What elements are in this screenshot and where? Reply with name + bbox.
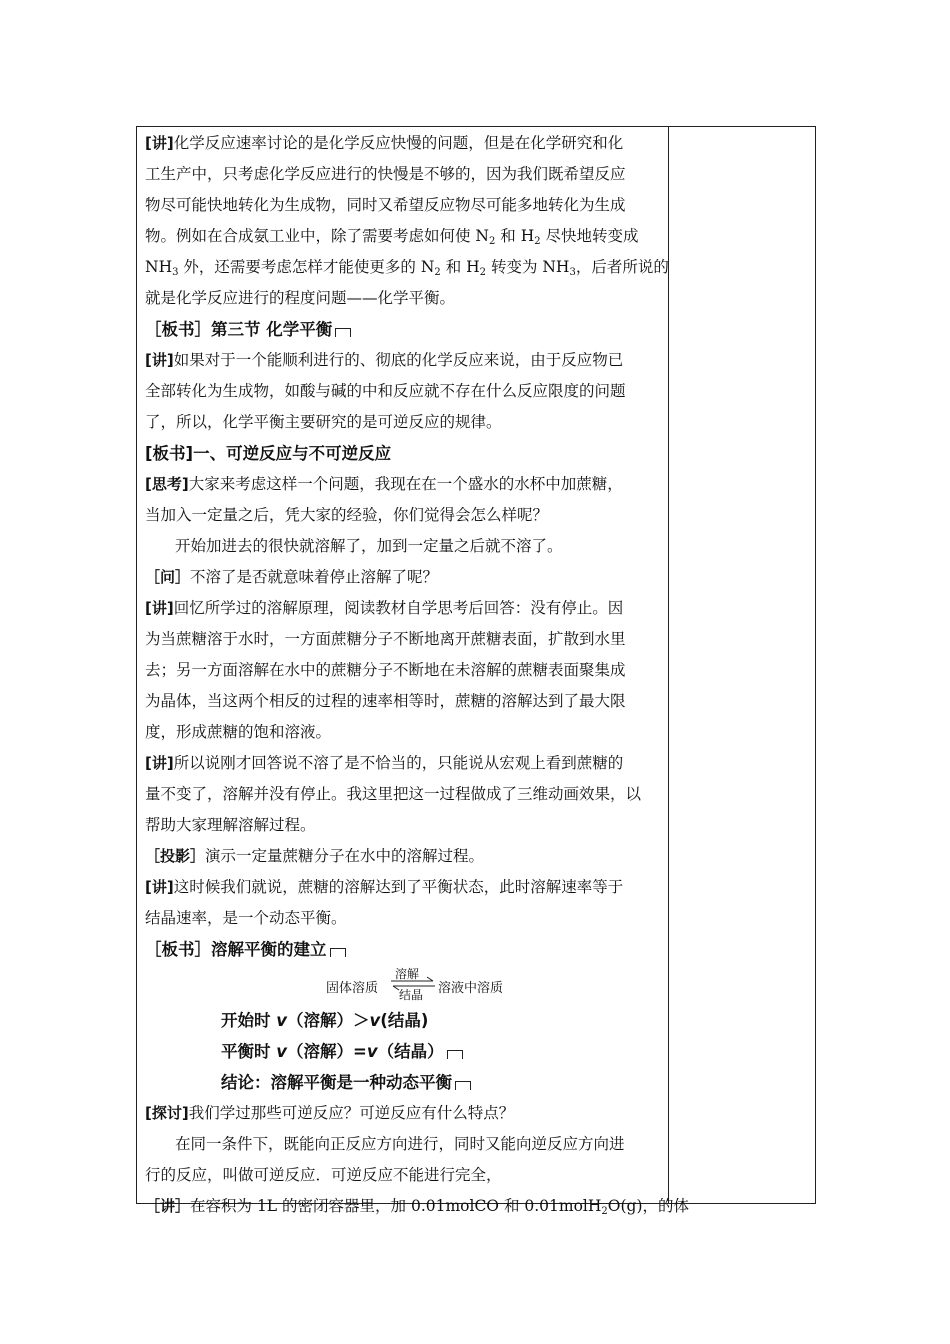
paragraph-line: 帮助大家理解溶解过程。 (145, 816, 316, 834)
paragraph-line: ［问］不溶了是否就意味着停止溶解了呢？ (145, 568, 439, 586)
paragraph-line: 结晶速率，是一个动态平衡。 (145, 909, 347, 927)
section-tag: [探讨] (145, 1104, 189, 1122)
equilibrium-equation (145, 965, 663, 1005)
paragraph-line: 就是化学反应进行的程度问题——化学平衡。 (145, 289, 456, 307)
section-tag: [讲] (145, 134, 174, 152)
paragraph-line: 在同一条件下，既能向正反应方向进行，同时又能向逆反应方向进 (175, 1135, 625, 1153)
paragraph-line: ［投影］演示一定量蔗糖分子在水中的溶解过程。 (145, 847, 485, 865)
paragraph-line: [探讨]我们学过那些可逆反应？可逆反应有什么特点？ (145, 1104, 515, 1122)
paragraph-line: 物尽可能快地转化为生成物，同时又希望反应物尽可能多地转化为生成 (145, 196, 626, 214)
paragraph-line: 物。例如在合成氨工业中，除了需要考虑如何使 $N_2$ 和 $H_2$ 尽快地转变成 (145, 227, 639, 247)
paragraph-mark-icon (330, 948, 346, 957)
column-divider (668, 126, 669, 1204)
paragraph-line: $NH_3$ 外，还需要考虑怎样才能使更多的 $N_2$ 和 $H_2$ 转变为 $NH_3$，后者所说的 (145, 258, 669, 278)
paragraph-line: 为晶体，当这两个相反的过程的速率相等时，蔗糖的溶解达到了最大限 (145, 692, 626, 710)
paragraph-line: 去；另一方面溶解在水中的蔗糖分子不断地在未溶解的蔗糖表面聚集成 (145, 661, 626, 679)
section-tag: [讲] (145, 754, 174, 772)
rate-line: 平衡时 v（溶解）=v（结晶） (145, 1036, 663, 1067)
paragraph-line: 度，形成蔗糖的饱和溶液。 (145, 723, 332, 741)
equation-reverse-label: 结晶 (399, 988, 424, 1002)
paragraph-line: 开始加进去的很快就溶解了，加到一定量之后就不溶了。 (175, 537, 563, 555)
paragraph-line: 量不变了，溶解并没有停止。我这里把这一过程做成了三维动画效果，以 (145, 785, 642, 803)
section-tag: ［问］ (145, 568, 191, 586)
rate-line: 开始时 v（溶解）＞v(结晶) (221, 1011, 429, 1030)
section-tag: [思考] (145, 475, 189, 493)
lesson-content (145, 128, 689, 1222)
paragraph-mark-icon (455, 1081, 471, 1090)
board-heading: ［板书］第三节 化学平衡 (145, 314, 663, 345)
section-tag: ［讲］ (145, 1197, 191, 1215)
board-heading: ［板书］溶解平衡的建立 (145, 934, 663, 965)
paragraph-line: [讲]回忆所学过的溶解原理，阅读教材自学思考后回答：没有停止。因 (145, 599, 624, 617)
section-tag: [讲] (145, 351, 174, 369)
paragraph-line: [讲]如果对于一个能顺利进行的、彻底的化学反应来说，由于反应物已 (145, 351, 624, 369)
paragraph-line: 了，所以，化学平衡主要研究的是可逆反应的规律。 (145, 413, 502, 431)
paragraph-line: 全部转化为生成物，如酸与碱的中和反应就不存在什么反应限度的问题 (145, 382, 626, 400)
paragraph-mark-icon (447, 1050, 463, 1059)
paragraph-line: [讲]这时候我们就说，蔗糖的溶解达到了平衡状态，此时溶解速率等于 (145, 878, 624, 896)
paragraph-line: [思考]大家来考虑这样一个问题，我现在在一个盛水的水杯中加蔗糖， (145, 475, 623, 493)
conclusion-line: 结论：溶解平衡是一种动态平衡 (145, 1067, 663, 1098)
equation-right: 溶液中溶质 (438, 981, 504, 996)
paragraph-mark-icon (335, 328, 351, 337)
board-heading: [板书]一、可逆反应与不可逆反应 (145, 444, 392, 463)
paragraph-line: 工生产中，只考虑化学反应进行的快慢是不够的，因为我们既希望反应 (145, 165, 626, 183)
paragraph-line: [讲]所以说刚才回答说不溶了是不恰当的，只能说从宏观上看到蔗糖的 (145, 754, 624, 772)
section-tag: [讲] (145, 878, 174, 896)
paragraph-line: [讲]化学反应速率讨论的是化学反应快慢的问题，但是在化学研究和化 (145, 134, 624, 152)
equation-left: 固体溶质 (326, 981, 379, 996)
paragraph-line: 当加入一定量之后，凭大家的经验，你们觉得会怎么样呢？ (145, 506, 549, 524)
section-tag: ［投影］ (145, 847, 206, 865)
equation-forward-label: 溶解 (395, 967, 420, 981)
paragraph-line: ［讲］在容积为 1L 的密闭容器里，加 0.01molCO 和 0.01molH$_2$O(g)，的体 (145, 1197, 689, 1217)
paragraph-line: 行的反应，叫做可逆反应．可逆反应不能进行完全， (145, 1166, 502, 1184)
section-tag: [讲] (145, 599, 174, 617)
paragraph-line: 为当蔗糖溶于水时，一方面蔗糖分子不断地离开蔗糖表面，扩散到水里 (145, 630, 626, 648)
